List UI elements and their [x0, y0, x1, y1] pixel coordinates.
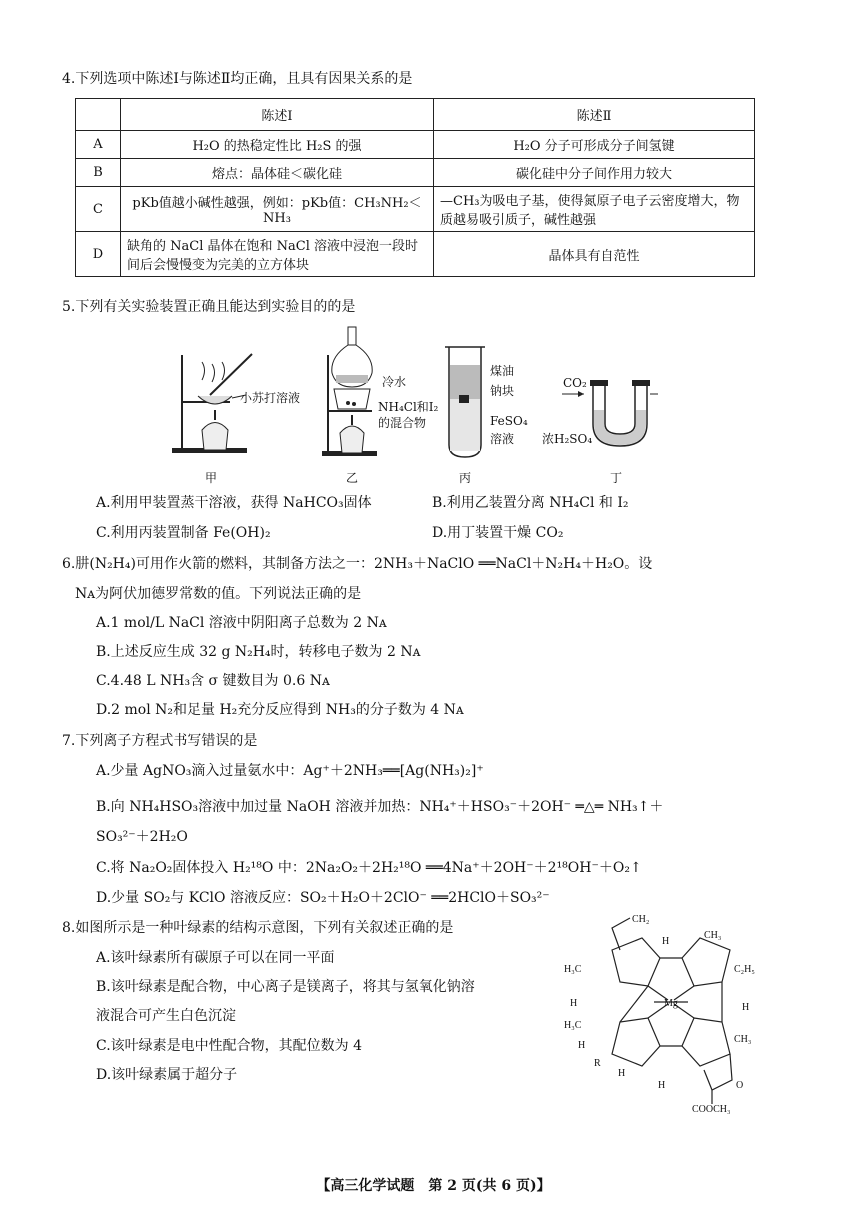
- q7-option-d: D.少量 SO₂与 KClO 溶液反应：SO₂＋H₂O＋2ClO⁻ ══2HClO＋SO₃²⁻: [96, 890, 550, 906]
- page-footer: 【高三化学试题 第 2 页(共 6 页)】: [316, 1178, 551, 1194]
- label-mixture: 的混合物: [378, 416, 427, 430]
- q7-option-b-line1: B.向 NH₄HSO₃溶液中加过量 NaOH 溶液并加热：NH₄⁺＋HSO₃⁻＋2OH⁻ ═△═ NH₃↑＋: [96, 799, 664, 815]
- label-ding: 丁: [610, 471, 623, 485]
- q6-option-c: C.4.48 L NH₃含 σ 键数目为 0.6 Nᴀ: [96, 673, 330, 689]
- q5-option-a: A.利用甲装置蒸干溶液，获得 NaHCO₃固体: [96, 495, 372, 511]
- struct-label-o: O: [736, 1080, 744, 1091]
- struct-label-h3c-left: H₃C: [564, 964, 582, 975]
- q6-stem-line2: Nᴀ为阿伏加德罗常数的值。下列说法正确的是: [75, 586, 362, 602]
- q4-stem: 4.下列选项中陈述Ⅰ与陈述Ⅱ均正确，且具有因果关系的是: [62, 71, 413, 87]
- q5-stem: 5.下列有关实验装置正确且能达到实验目的的是: [62, 299, 356, 315]
- label-conc-h2so4: 浓H₂SO₄: [542, 432, 593, 446]
- label-soda-solution: 小苏打溶液: [240, 391, 301, 405]
- struct-label-ch3-top: CH₃: [704, 930, 722, 941]
- table-row: C pKb值越小碱性越强，例如：pKb值：CH₃NH₂＜NH₃ —CH₃为吸电子基，使得氮原子电子云密度增大，物质越易吸引质子，碱性越强: [76, 187, 755, 232]
- q8-option-b-line2: 液混合可产生白色沉淀: [96, 1008, 236, 1024]
- struct-label-mg: Mg: [664, 998, 678, 1009]
- struct-label-cooch3: COOCH₃: [692, 1104, 731, 1115]
- label-yi: 乙: [346, 471, 359, 485]
- q6-option-b: B.上述反应生成 32 g N₂H₄时，转移电子数为 2 Nᴀ: [96, 644, 421, 660]
- q6-option-a: A.1 mol/L NaCl 溶液中阴阳离子总数为 2 Nᴀ: [96, 615, 387, 631]
- table-row: B 熔点：晶体硅＜碳化硅 碳化硅中分子间作用力较大: [76, 159, 755, 187]
- label-jia: 甲: [205, 471, 218, 485]
- label-nh4cl-i2: NH₄Cl和I₂: [378, 400, 439, 414]
- q8-stem: 8.如图所示是一种叶绿素的结构示意图，下列有关叙述正确的是: [62, 920, 454, 936]
- q7-option-c: C.将 Na₂O₂固体投入 H₂¹⁸O 中：2Na₂O₂＋2H₂¹⁸O ══4Na⁺＋2OH⁻＋2¹⁸OH⁻＋O₂↑: [96, 860, 642, 876]
- label-kerosene: 煤油: [490, 364, 515, 378]
- label-co2: CO₂: [563, 376, 587, 390]
- apparatus-yi-figure: [322, 325, 382, 460]
- q7-option-a: A.少量 AgNO₃滴入过量氨水中：Ag⁺＋2NH₃══[Ag(NH₃)₂]⁺: [96, 763, 484, 779]
- q4-table: [75, 98, 755, 277]
- label-cold-water: 冷水: [382, 375, 407, 389]
- struct-label-h-left: H: [570, 998, 578, 1009]
- q8-option-b-line1: B.该叶绿素是配合物，中心离子是镁离子，将其与氢氧化钠溶: [96, 979, 475, 995]
- struct-label-h-bottom-2: H: [658, 1080, 666, 1091]
- label-feso4: FeSO₄: [490, 414, 528, 428]
- struct-label-h-right: H: [742, 1002, 750, 1013]
- struct-label-ch3-right: CH₃: [734, 1034, 752, 1045]
- q6-option-d: D.2 mol N₂和足量 H₂充分反应得到 NH₃的分子数为 4 Nᴀ: [96, 702, 464, 718]
- q8-option-c: C.该叶绿素是电中性配合物，其配位数为 4: [96, 1038, 363, 1054]
- q7-option-b-line2: SO₃²⁻＋2H₂O: [96, 829, 188, 845]
- struct-label-h-low: H: [578, 1040, 586, 1051]
- struct-label-ch2: CH₂: [632, 914, 650, 925]
- struct-label-h3c-low: H₃C: [564, 1020, 582, 1031]
- struct-label-c2h5: C₂H₅: [734, 964, 755, 975]
- struct-label-h-bottom: H: [618, 1068, 626, 1079]
- q8-option-a: A.该叶绿素所有碳原子可以在同一平面: [96, 950, 335, 966]
- apparatus-bing-figure: [445, 345, 485, 460]
- header-statement-2: 陈述Ⅱ: [434, 99, 755, 131]
- q5-option-b: B.利用乙装置分离 NH₄Cl 和 I₂: [432, 495, 629, 511]
- table-header-row: [76, 99, 755, 131]
- q8-option-d: D.该叶绿素属于超分子: [96, 1067, 238, 1083]
- header-statement-1: 陈述Ⅰ: [121, 99, 434, 131]
- chlorophyll-structure-figure: [562, 910, 777, 1115]
- table-row: A H₂O 的热稳定性比 H₂S 的强 H₂O 分子可形成分子间氢键: [76, 131, 755, 159]
- struct-label-h-top: H: [662, 936, 670, 947]
- q5-option-d: D.用丁装置干燥 CO₂: [432, 525, 564, 541]
- label-bing: 丙: [459, 471, 472, 485]
- label-sodium: 钠块: [490, 384, 515, 398]
- q7-stem: 7.下列离子方程式书写错误的是: [62, 733, 258, 749]
- q5-option-c: C.利用丙装置制备 Fe(OH)₂: [96, 525, 271, 541]
- table-row: D 缺角的 NaCl 晶体在饱和 NaCl 溶液中浸泡一段时间后会慢慢变为完美的立方体块 晶体具有自范性: [76, 232, 755, 277]
- label-solution: 溶液: [490, 432, 515, 446]
- struct-label-r: R: [594, 1058, 601, 1069]
- q6-stem-line1: 6.肼(N₂H₄)可用作火箭的燃料，其制备方法之一：2NH₃＋NaClO ══NaCl＋N₂H₄＋H₂O。设: [62, 556, 653, 572]
